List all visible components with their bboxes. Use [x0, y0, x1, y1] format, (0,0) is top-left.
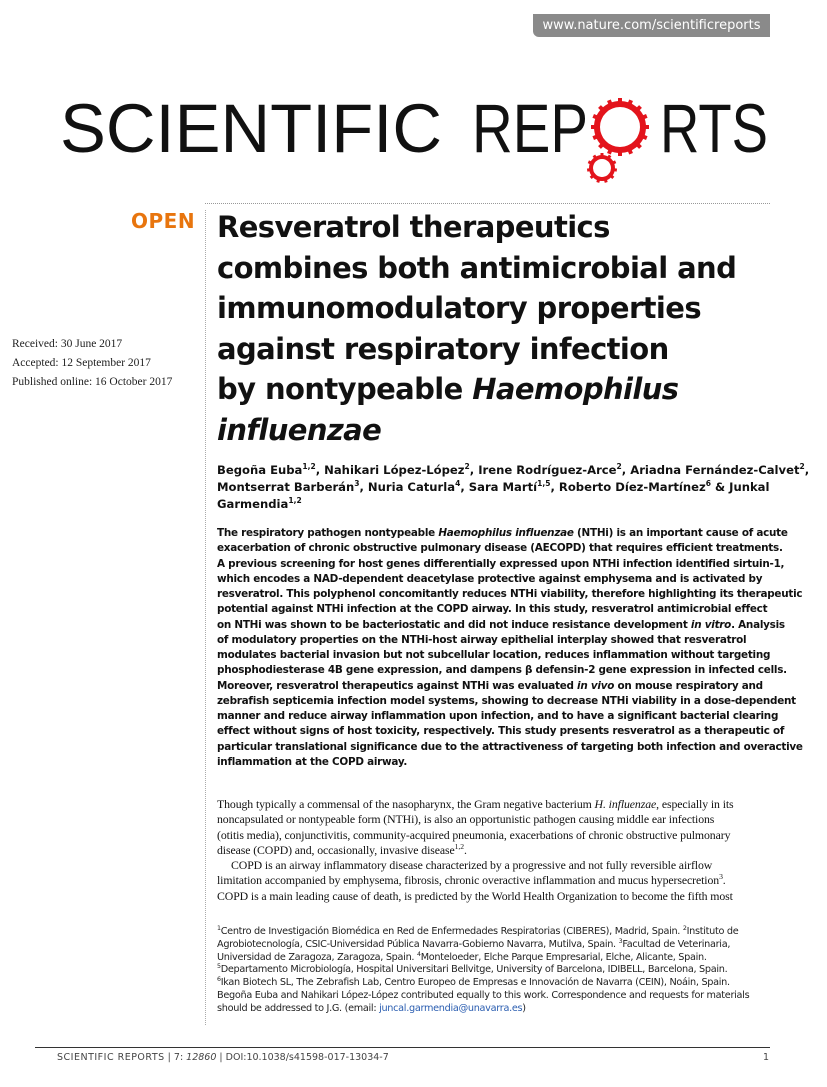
text-segment: Departamento Microbiología, Hospital Universitari Bellvitge, University of Barcelona, IDIBELL, Barcelona, Spain. [220, 964, 728, 976]
superscript: 5 [217, 963, 221, 971]
logo-word-rep: REP [472, 90, 588, 167]
header-divider [205, 203, 770, 204]
abstract-line [217, 541, 803, 556]
published-date: Published online: 16 October 2017 [12, 376, 173, 388]
abstract-line [217, 724, 803, 739]
text-segment: Resveratrol therapeutics [217, 210, 610, 244]
superscript: 2 [616, 462, 622, 472]
text-segment: COPD is an airway inflammatory disease characterized by a progressive and not fully reversible airflow [231, 858, 713, 873]
text-segment: Instituto de [686, 926, 739, 937]
text-segment: Haemophilus influenzae [438, 527, 574, 539]
text-segment: phosphodiesterase 4B gene expression, and dampens β defensin-2 gene expression in infected cells. [217, 664, 787, 677]
text-segment: resveratrol. This polyphenol concomitantly reduces NTHi viability, therefore highlighting its therapeutic [217, 588, 803, 600]
text-segment: Agrobiotecnología, CSIC-Universidad Pública Navarra-Gobierno Navarra, Mutilva, Spain. [217, 938, 619, 950]
abstract-line [217, 755, 803, 770]
abstract-line [217, 618, 803, 633]
text-segment: Though typically a commensal of the nasopharynx, the Gram negative bacterium [217, 797, 595, 811]
text-segment: on mouse respiratory and [614, 679, 763, 692]
text-segment: noncapsulated or nontypeable form (NTHi), is also an opportunistic pathogen causing middle ear infections [217, 812, 715, 827]
abstract-line [217, 526, 803, 541]
superscript: 4 [455, 479, 461, 489]
body-text [217, 797, 734, 904]
text-segment: effect without signs of host toxicity, respectively. This study presents resveratrol as a therapeutic of [217, 725, 785, 738]
title-line [217, 410, 736, 451]
accepted-date: Accepted: 12 September 2017 [12, 357, 151, 369]
text-segment: by nontypeable [217, 372, 473, 406]
superscript: 2 [464, 462, 470, 472]
text-segment: , Sara Martí [460, 480, 538, 494]
footer-journal: SCIENTIFIC REPORTS [57, 1052, 165, 1063]
footnotes-line [217, 926, 749, 939]
text-segment: H. influenzae [594, 797, 657, 811]
email-link[interactable]: juncal.garmendia@unavarra.es [379, 1002, 523, 1014]
abstract [217, 526, 803, 770]
text-segment: Montserrat Barberán [217, 480, 355, 494]
superscript: 3 [719, 872, 723, 882]
footnotes-line [217, 939, 749, 952]
abstract-line [217, 709, 803, 724]
authors-line [217, 496, 809, 513]
body-line [217, 889, 734, 904]
footer-volume: | 7: [164, 1052, 187, 1063]
abstract-line [217, 633, 803, 648]
footnotes-line [217, 990, 749, 1003]
text-segment: should be addressed to J.G. (email: [217, 1002, 380, 1014]
column-divider [205, 210, 206, 1025]
logo-word-scientific: SCIENTIFIC [60, 90, 442, 167]
text-segment: zebrafish septicemia infection model systems, showing to decrease NTHi viability in a dose-dependent [217, 694, 796, 707]
text-segment: , especially in its [656, 797, 734, 811]
text-segment: . [722, 873, 726, 888]
text-segment: , Ariadna Fernández-Calvet [621, 463, 800, 477]
text-segment: , Nuria Caturla [359, 480, 456, 494]
footnotes-line [217, 977, 749, 990]
superscript: 1 [217, 924, 221, 932]
abstract-line [217, 679, 803, 694]
text-segment: limitation accompanied by emphysema, fibrosis, chronic overactive inflammation and mucus hypersecretion [217, 873, 720, 888]
superscript: 2 [682, 924, 687, 932]
text-segment: exacerbation of chronic obstructive pulmonary disease (AECOPD) that requires efficient treatments. [217, 542, 783, 555]
text-segment: Monteloeder, Elche Parque Empresarial, Elche, Alicante, Spain. [420, 951, 707, 963]
text-segment: influenzae [217, 412, 382, 447]
text-segment: immunomodulatory properties [217, 291, 701, 325]
text-segment: COPD is a main leading cause of death, is predicted by the World Health Organization to become the fifth most [217, 888, 733, 903]
superscript: 1,2 [302, 462, 316, 472]
text-segment: ) [522, 1002, 526, 1014]
title-line [217, 369, 736, 410]
text-segment: which encodes a NAD-dependent deacetylase protective against emphysema and is activated by [217, 572, 763, 585]
text-segment: manner and reduce airway inflammation upon infection, and to have a significant bacterial clearing [217, 710, 779, 722]
citation-footer [57, 1052, 389, 1063]
article-title [217, 207, 736, 450]
authors-line [217, 479, 809, 496]
footnotes-line [217, 964, 749, 977]
body-line [217, 812, 734, 827]
gear-icon [587, 98, 649, 183]
body-line [217, 843, 734, 858]
text-segment: , [804, 463, 810, 477]
text-segment: combines both antimicrobial and [217, 250, 737, 285]
superscript: 3 [354, 479, 360, 489]
superscript: 2 [799, 462, 805, 472]
text-segment: , Nahikari López-López [315, 463, 465, 477]
abstract-line [217, 557, 803, 572]
text-segment: , Irene Rodríguez-Arce [469, 463, 617, 477]
text-segment: Haemophilus [472, 372, 679, 406]
text-segment: of modulatory properties on the NTHi-host airway epithelial interplay showed that resveratrol [217, 633, 747, 646]
body-line [217, 797, 734, 812]
received-date: Received: 30 June 2017 [12, 338, 123, 350]
body-line [217, 858, 734, 873]
text-segment: Facultad de Veterinaria, [622, 938, 731, 950]
abstract-line [217, 602, 803, 617]
superscript: 1,2 [454, 841, 464, 851]
body-line [217, 828, 734, 843]
text-segment: . [463, 842, 467, 857]
superscript: 6 [217, 975, 221, 983]
superscript: 3 [618, 937, 623, 945]
text-segment: Garmendia [217, 497, 289, 511]
text-segment: inflammation at the COPD airway. [217, 755, 408, 768]
text-segment: disease (COPD) and, occasionally, invasive disease [217, 842, 455, 857]
title-line [217, 248, 736, 289]
text-segment: . Analysis [731, 618, 785, 631]
scientific-reports-logo [0, 80, 827, 195]
text-segment: Moreover, resveratrol therapeutics against NTHi was evaluated [217, 679, 578, 692]
footer-article-number: 12860 [186, 1052, 217, 1063]
page-number: 1 [763, 1052, 770, 1063]
superscript: 1,5 [537, 479, 551, 489]
body-line [217, 873, 734, 888]
text-segment: in vivo [577, 679, 615, 692]
text-segment: Universidad de Zaragoza, Zaragoza, Spain. [217, 951, 417, 963]
text-segment: particular translational significance due to the attractiveness of targeting both infection and overactive [217, 740, 803, 753]
journal-url-badge[interactable]: www.nature.com/scientificreports [533, 14, 770, 37]
text-segment: (NTHi) is an important cause of acute [573, 527, 788, 539]
footer-divider [35, 1047, 770, 1048]
authors-line [217, 462, 809, 479]
text-segment: (otitis media), conjunctivitis, community-acquired pneumonia, exacerbations of chronic obstructive pulmonary [217, 827, 731, 842]
abstract-line [217, 663, 803, 678]
text-segment: potential against NTHi infection at the COPD airway. In this study, resveratrol antimicrobial effect [217, 603, 768, 616]
text-segment: against respiratory infection [217, 331, 669, 366]
affiliations-footnote [217, 926, 749, 1016]
article-dates [12, 335, 172, 392]
abstract-line [217, 648, 803, 663]
text-segment: Ikan Biotech SL, The Zebrafish Lab, Centro Europeo de Empresas e Innovación de Navarra (CEIN), Noáin, Spain. [220, 977, 730, 989]
abstract-line [217, 694, 803, 709]
author-list [217, 462, 809, 513]
text-segment: on NTHi was shown to be bacteriostatic and did not induce resistance development [217, 618, 691, 631]
text-segment: , Roberto Díez-Martínez [550, 480, 706, 494]
title-line [217, 207, 736, 248]
abstract-line [217, 572, 803, 587]
text-segment: & Junkal [710, 480, 770, 494]
footnotes-line [217, 952, 749, 965]
title-line [217, 288, 736, 329]
text-segment: Centro de Investigación Biomédica en Red de Enfermedades Respiratorias (CIBERES), Madrid, Spain. [220, 926, 683, 937]
title-line [217, 329, 736, 370]
abstract-line [217, 740, 803, 755]
superscript: 1,2 [288, 496, 302, 506]
footnotes-line [217, 1003, 749, 1016]
text-segment: Begoña Euba [217, 463, 303, 477]
footer-doi[interactable]: | DOI:10.1038/s41598-017-13034-7 [216, 1052, 389, 1063]
superscript: 6 [705, 479, 711, 489]
text-segment: modulates bacterial invasion but not subcellular location, reduces inflammation without targeting [217, 649, 771, 661]
text-segment: in vitro [690, 618, 732, 631]
text-segment: Begoña Euba and Nahikari López-López contributed equally to this work. Correspondence and requests for materials [217, 989, 750, 1001]
open-access-label: OPEN [131, 209, 196, 233]
logo-word-rts: RTS [660, 90, 768, 167]
abstract-line [217, 587, 803, 602]
superscript: 4 [416, 950, 421, 958]
text-segment: A previous screening for host genes differentially expressed upon NTHi infection identified sirtuin-1, [217, 557, 785, 570]
text-segment: The respiratory pathogen nontypeable [217, 527, 439, 539]
